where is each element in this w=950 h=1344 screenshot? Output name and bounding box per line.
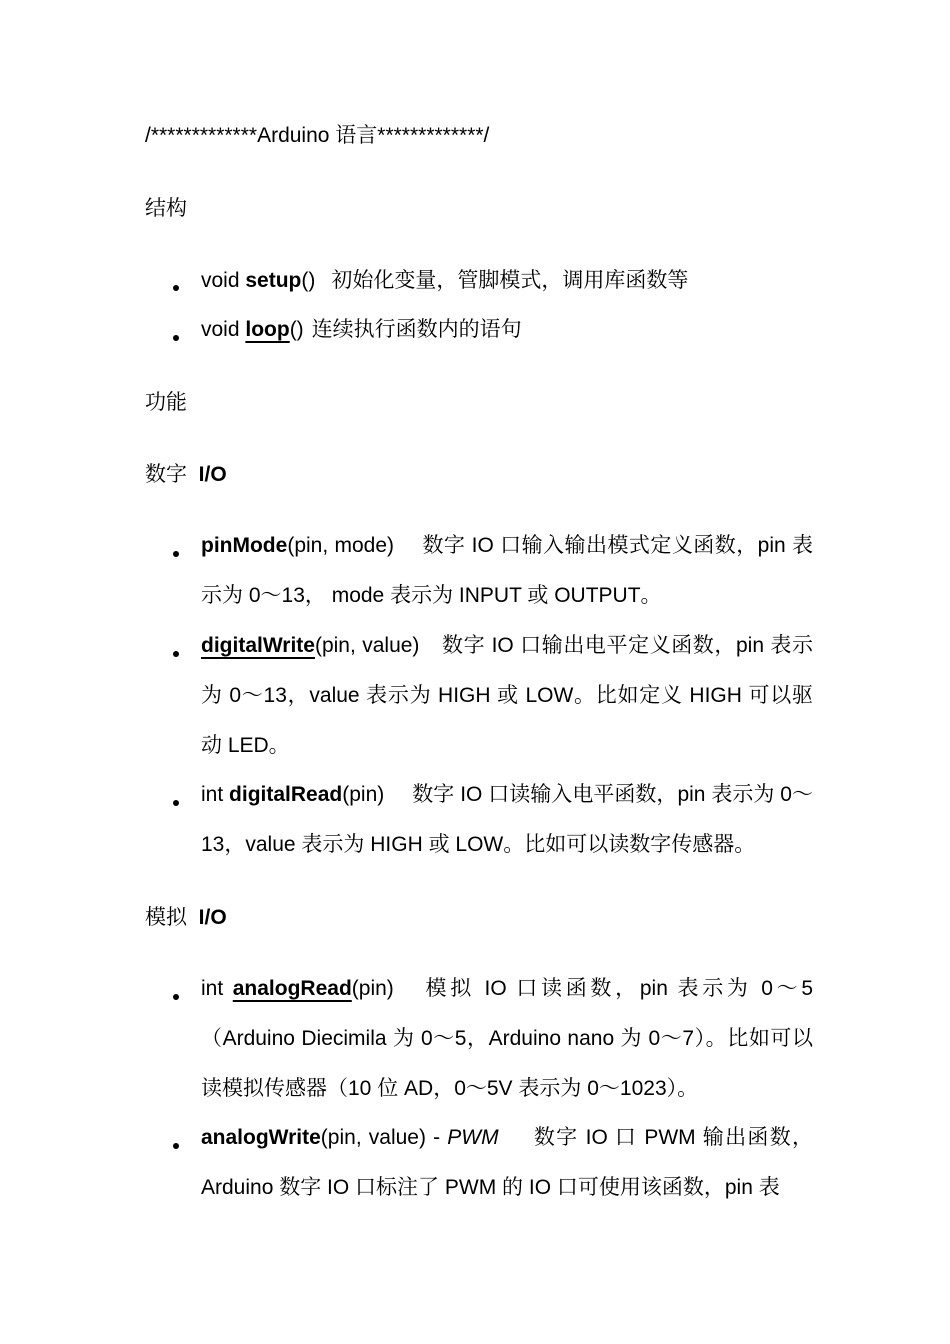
bullet-icon bbox=[172, 548, 182, 558]
item-description: 数字 IO 口读输入电平函数，pin 表示为 0～13，value 表示为 HIGH 或 LOW。比如可以读数字传感器。 bbox=[201, 783, 813, 856]
section-title-analog-io bbox=[145, 904, 227, 932]
item-args: (pin, mode) bbox=[287, 534, 394, 557]
list-item-loop bbox=[201, 316, 522, 344]
list-item-pinmode bbox=[201, 521, 813, 621]
function-name-setup: setup bbox=[245, 269, 302, 292]
bullet-icon bbox=[172, 648, 182, 658]
list-item-setup bbox=[201, 267, 688, 295]
item-prefix: int bbox=[201, 783, 230, 806]
list-item-analogwrite bbox=[201, 1113, 813, 1213]
item-description: 连续执行函数内的语句 bbox=[311, 318, 522, 341]
item-tag-pwm: PWM bbox=[447, 1126, 499, 1149]
item-args: (pin) bbox=[351, 977, 394, 1000]
section-title-en: I/O bbox=[198, 463, 227, 486]
function-name-pinmode: pinMode bbox=[201, 534, 288, 557]
function-name-analogwrite: analogWrite bbox=[201, 1126, 321, 1149]
item-description: 初始化变量，管脚模式，调用库函数等 bbox=[331, 269, 689, 292]
list-item-analogread bbox=[201, 964, 813, 1114]
item-prefix: int bbox=[201, 977, 233, 1000]
function-link-loop[interactable]: loop bbox=[245, 318, 290, 341]
item-args: (pin) bbox=[342, 783, 385, 806]
section-title-structure: 结构 bbox=[145, 197, 187, 220]
item-prefix: void bbox=[201, 269, 246, 292]
list-item-digitalread bbox=[201, 770, 813, 870]
item-description: 模拟 IO 口读函数，pin 表示为 0～5（Arduino Diecimila 为 0～5，Arduino nano 为 0～7）。比如可以读模拟传感器（10 位 AD，0～5V 表示为 0～1023）。 bbox=[201, 977, 814, 1100]
bullet-icon bbox=[172, 1140, 182, 1150]
item-description: 数字 IO 口 PWM 输出函数，Arduino 数字 IO 口标注了 PWM 的 IO 口可使用该函数，pin 表 bbox=[201, 1126, 814, 1199]
section-title-function: 功能 bbox=[145, 391, 187, 414]
item-suffix: () bbox=[301, 269, 316, 292]
function-name-digitalread: digitalRead bbox=[229, 783, 343, 806]
section-title-cn: 数字 bbox=[145, 463, 187, 486]
item-args: (pin, value) - bbox=[320, 1126, 448, 1149]
bullet-icon bbox=[172, 991, 182, 1001]
section-title-digital-io bbox=[145, 461, 227, 489]
bullet-icon bbox=[172, 282, 182, 292]
header-comment: /*************Arduino 语言*************/ bbox=[145, 124, 490, 147]
bullet-icon bbox=[172, 797, 182, 807]
item-args: (pin, value) bbox=[314, 634, 420, 657]
item-suffix: () bbox=[289, 318, 304, 341]
item-description: 数字 IO 口输入输出模式定义函数，pin 表示为 0～13， mode 表示为 INPUT 或 OUTPUT。 bbox=[201, 534, 813, 607]
item-prefix: void bbox=[201, 318, 246, 341]
list-item-digitalwrite bbox=[201, 621, 813, 771]
function-link-digitalwrite[interactable]: digitalWrite bbox=[201, 634, 315, 657]
section-title-en: I/O bbox=[198, 906, 227, 929]
section-title-cn: 模拟 bbox=[145, 906, 187, 929]
bullet-icon bbox=[172, 332, 182, 342]
item-description: 数字 IO 口输出电平定义函数，pin 表示为 0～13，value 表示为 HIGH 或 LOW。比如定义 HIGH 可以驱动 LED。 bbox=[201, 634, 813, 757]
function-link-analogread[interactable]: analogRead bbox=[232, 977, 352, 1000]
